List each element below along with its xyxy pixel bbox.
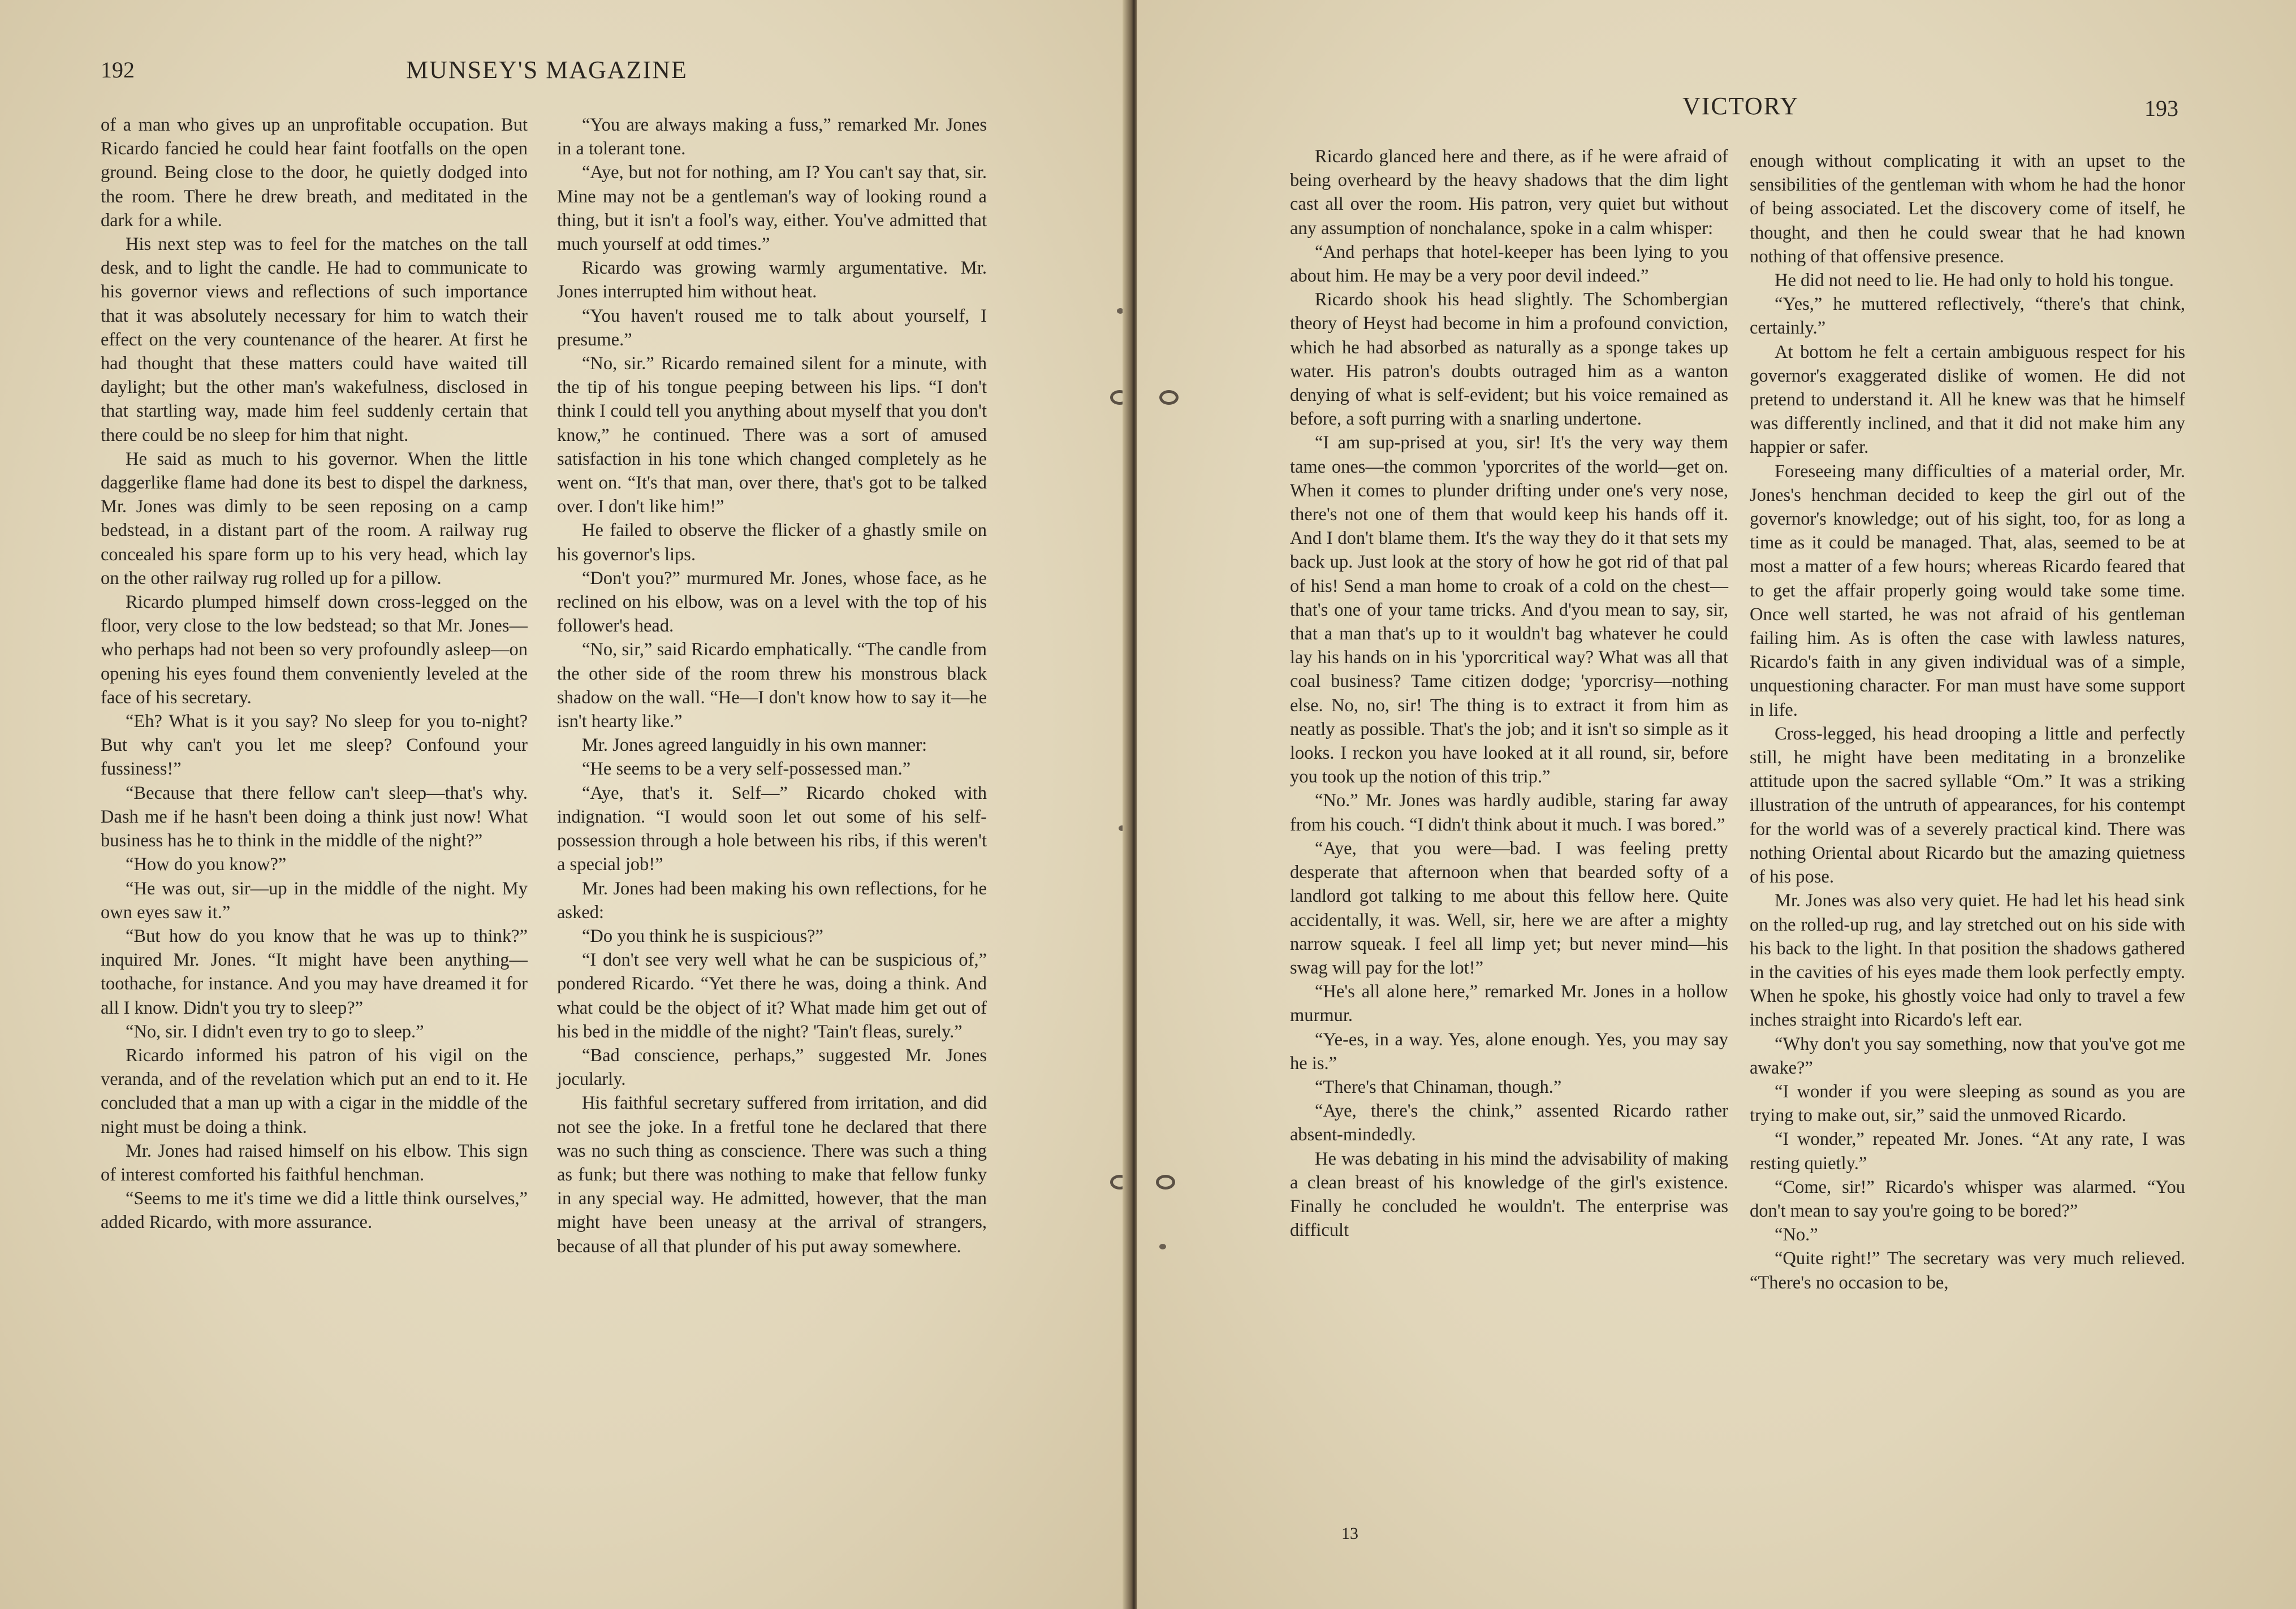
binding-hole xyxy=(1159,390,1179,405)
running-head: MUNSEY'S MAGAZINE xyxy=(406,56,688,84)
paragraph: “And perhaps that hotel-keeper has been lying to you about him. He may be a very poor devil indeed.” xyxy=(1290,241,1728,287)
paragraph: Ricardo glanced here and there, as if he were afraid of being overheard by the heavy shadows that the dim light cast all over the room. His patron, very quiet but without any assumption of nonchalance, spoke in a calm whisper: xyxy=(1290,146,1728,239)
page-number: 192 xyxy=(101,57,135,83)
paragraph: Cross-legged, his head drooping a little and perfectly still, he might have been meditating in a bronzelike attitude upon the sacred syllable “Om.” It was a striking illustration of the untruth of appearances, for his contempt for the world was of a severely practical kind. There was nothing Oriental about Ricardo but the amazing quietness of his pose. xyxy=(1750,723,2185,888)
paragraph: Mr. Jones had raised himself on his elbow. This sign of interest comforted his faithful henchman. xyxy=(101,1140,528,1185)
paragraph: “I wonder if you were sleeping as sound as you are trying to make out, sir,” said the unmoved Ricardo. xyxy=(1750,1081,2185,1126)
paragraph: “Aye, that you were—bad. I was feeling pretty desperate that afternoon when that bearded softy of a landlord got talking to me about this fellow here. Quite accidentally, it was. Well, sir, here we are after a mighty narrow squeak. I feel all limp yet; but never mind—his swag will pay for the lot!” xyxy=(1290,838,1728,978)
paper-speck xyxy=(1159,1244,1166,1249)
paragraph: Mr. Jones agreed languidly in his own manner: xyxy=(582,735,927,756)
paragraph: “No.” xyxy=(1775,1225,1818,1245)
paragraph: “No, sir,” said Ricardo emphatically. “The candle from the other side of the room threw his monstrous black shadow on the wall. “He—I don't know how to say it—he isn't hearty like.” xyxy=(557,639,987,732)
paragraph: Foreseeing many difficulties of a material order, Mr. Jones's henchman decided to keep the girl out of the governor's knowledge; out of his sight, too, for as long a time as it could be managed. That, alas, seemed to be at most a matter of a few hours; whereas Ricardo feared that to get the affair properly going would take some time. Once well started, he was not afraid of his gentleman failing him. As is often the case with lawless natures, Ricardo's faith in any given individual was of a simple, unquestioning character. For man must have some support in life. xyxy=(1750,461,2185,720)
paragraph: “I don't see very well what he can be suspicious of,” pondered Ricardo. “Yet there he was, doing a think. And what could be the object of it? What made him get out of his bed in the middle of the night? 'Tain't fleas, surely.” xyxy=(557,950,987,1042)
paragraph: He did not need to lie. He had only to hold his tongue. xyxy=(1775,270,2174,291)
paragraph: enough without complicating it with an upset to the sensibilities of the gentleman with whom he had the honor of being associated. Let the discovery come of itself, he thought, and then he could swear that he had known nothing of that offensive presence. xyxy=(1750,151,2185,267)
paragraph: “Come, sir!” Ricardo's whisper was alarmed. “You don't mean to say you're going to be bored?” xyxy=(1750,1177,2185,1221)
paragraph: “He's all alone here,” remarked Mr. Jones in a hollow murmur. xyxy=(1290,981,1728,1026)
text-column-1 xyxy=(101,113,528,1235)
paragraph: Ricardo shook his head slightly. The Schombergian theory of Heyst had become in him a profound conviction, which he had absorbed as naturally as a sponge takes up water. His patron's doubts outraged him as a wanton denying of what is self-evident; but his voice remained as before, a soft purring with a snarling undertone. xyxy=(1290,289,1728,430)
paragraph: “Seems to me it's time we did a little think ourselves,” added Ricardo, with more assurance. xyxy=(101,1188,528,1233)
text-column-2 xyxy=(1750,149,2185,1295)
paragraph: Ricardo was growing warmly argumentative. Mr. Jones interrupted him without heat. xyxy=(557,258,987,302)
paragraph: His next step was to feel for the matches on the tall desk, and to light the candle. He had to communicate to his governor views and reflections of such importance that it was absolutely necessary for him to watch their effect on the very countenance of the hearer. At first he had thought that these matters could have waited till daylight; but the other man's wakefulness, disclosed in that startling way, made him feel suddenly certain that there could be no sleep for him that night. xyxy=(101,234,528,445)
paragraph: Ricardo plumped himself down cross-legged on the floor, very close to the low bedstead; so that Mr. Jones—who perhaps had not been so very profoundly asleep—on opening his eyes found them conveniently leveled at the face of his secretary. xyxy=(101,592,528,708)
paragraph: “Quite right!” The secretary was very much relieved. “There's no occasion to be, xyxy=(1750,1248,2185,1293)
running-head: VICTORY xyxy=(1682,92,1799,120)
paragraph: “Don't you?” murmured Mr. Jones, whose face, as he reclined on his elbow, was on a level with the top of his follower's head. xyxy=(557,568,987,637)
paragraph: “Bad conscience, perhaps,” suggested Mr. Jones jocularly. xyxy=(557,1045,987,1090)
paragraph: “Ye-es, in a way. Yes, alone enough. Yes, you may say he is.” xyxy=(1290,1029,1728,1074)
paragraph: “I am sup-prised at you, sir! It's the very way them tame ones—the common 'yporcrites of the world—get on. When it comes to plunder drifting under one's very nose, there's not one of them that would keep his hands off it. And I don't blame them. It's the way they do it that sets my back up. Just look at the story of how he got rid of that pal of his! Send a man home to croak of a cold on the chest—that's one of your tame tricks. And d'you mean to say, sir, that a man that's up to it wouldn't bag whatever he could lay his hands on in his 'yporcritical way? What was all that coal business? Tame citizen dodge; 'yporcrisy—nothing else. No, no, sir! The thing is to extract it from him as neatly as possible. That's the job; and it isn't so simple as it looks. I reckon you have looked at it all round, sir, before you took up the notion of this trip.” xyxy=(1290,432,1728,788)
paragraph: “He seems to be a very self-possessed man.” xyxy=(582,759,911,780)
paragraph: “Aye, but not for nothing, am I? You can't say that, sir. Mine may not be a gentleman's way of looking round a thing, but it isn't a fool's way, either. You've admitted that much yourself at odd times.” xyxy=(557,162,987,255)
paragraph: “Aye, that's it. Self—” Ricardo choked with indignation. “I would soon let out some of his self-possession through a hole between his ribs, if this weren't a special job!” xyxy=(557,782,987,875)
paragraph: Mr. Jones had been making his own reflections, for he asked: xyxy=(557,878,987,923)
paragraph: “No, sir.” Ricardo remained silent for a minute, with the tip of his tongue peeping between his lips. “I don't think I could tell you anything about myself that you don't know,” he continued. There was a sort of amused satisfaction in his tone which changed completely as he went on. “It's that man, over there, that's got to be talked over. I don't like him!” xyxy=(557,353,987,517)
paragraph: “Why don't you say something, now that you've got me awake?” xyxy=(1750,1033,2185,1078)
paragraph: of a man who gives up an unprofitable occupation. But Ricardo fancied he could hear faint footfalls on the open ground. Being close to the door, he quietly dodged into the room. There he drew breath, and meditated in the dark for a while. xyxy=(101,115,528,231)
paragraph: “Because that there fellow can't sleep—that's why. Dash me if he hasn't been doing a think just now! What business has he to think in the middle of the night?” xyxy=(101,782,528,851)
paragraph: “I wonder,” repeated Mr. Jones. “At any rate, I was resting quietly.” xyxy=(1750,1129,2185,1174)
paragraph: “Aye, there's the chink,” assented Ricardo rather absent-mindedly. xyxy=(1290,1101,1728,1145)
binding-hole xyxy=(1156,1175,1175,1190)
paragraph: At bottom he felt a certain ambiguous respect for his governor's exaggerated dislike of women. He did not pretend to understand it. All he knew was that he himself was differently inclined, and that it did not make him any happier or safer. xyxy=(1750,341,2185,458)
paragraph: “You haven't roused me to talk about yourself, I presume.” xyxy=(557,305,987,350)
paragraph: “But how do you know that he was up to think?” inquired Mr. Jones. “It might have been anything—toothache, for instance. And you may have dreamed it for all I know. Didn't you try to sleep?” xyxy=(101,925,528,1018)
paragraph: “He was out, sir—up in the middle of the night. My own eyes saw it.” xyxy=(101,878,528,923)
paragraph: “Do you think he is suspicious?” xyxy=(582,925,823,946)
paragraph: He failed to observe the flicker of a ghastly smile on his governor's lips. xyxy=(557,520,987,565)
paragraph: “Eh? What is it you say? No sleep for you to-night? But why can't you let me sleep? Confound your fussiness!” xyxy=(101,711,528,780)
right-page xyxy=(1137,0,2296,1609)
paragraph: Ricardo informed his patron of his vigil on the veranda, and of the revelation which put an end to it. He concluded that a man up with a cigar in the middle of the night must be doing a think. xyxy=(101,1045,528,1137)
signature-mark: 13 xyxy=(1341,1524,1358,1543)
paragraph: “Yes,” he muttered reflectively, “there's that chink, certainly.” xyxy=(1750,294,2185,339)
paragraph: His faithful secretary suffered from irritation, and did not see the joke. In a fretful tone he declared that there was no such thing as conscience. There was such a thing as funk; but there was nothing to make that fellow funky in any special way. He admitted, however, that the man might have been uneasy at the arrival of strangers, because of all that plunder of his put away somewhere. xyxy=(557,1093,987,1257)
paragraph: He was debating in his mind the advisability of making a clean breast of his knowledge of the girl's existence. Finally he concluded he wouldn't. The enterprise was difficult xyxy=(1290,1148,1728,1241)
paragraph: “You are always making a fuss,” remarked Mr. Jones in a tolerant tone. xyxy=(557,115,987,159)
text-column-1 xyxy=(1290,145,1728,1242)
page-number: 193 xyxy=(2144,96,2178,121)
paragraph: “There's that Chinaman, though.” xyxy=(1315,1076,1562,1097)
paragraph: “No.” Mr. Jones was hardly audible, staring far away from his couch. “I didn't think about it much. I was bored.” xyxy=(1290,790,1728,835)
paragraph: “How do you know?” xyxy=(126,854,287,875)
paragraph: He said as much to his governor. When the little daggerlike flame had done its best to dispel the darkness, Mr. Jones was dimly to be seen reposing on a camp bedstead, in a distant part of the room. A railway rug concealed his spare form up to his very head, which lay on the other railway rug rolled up for a pillow. xyxy=(101,448,528,589)
text-column-2 xyxy=(557,113,987,1258)
left-page xyxy=(0,0,1131,1609)
paragraph: “No, sir. I didn't even try to go to sleep.” xyxy=(126,1021,424,1042)
paragraph: Mr. Jones was also very quiet. He had let his head sink on the rolled-up rug, and lay stretched out on his side with his back to the light. In that position the shadows gathered in the cavities of his eyes made them look perfectly empty. When he spoke, his ghostly voice had only to travel a few inches straight into Ricardo's left ear. xyxy=(1750,890,2185,1031)
